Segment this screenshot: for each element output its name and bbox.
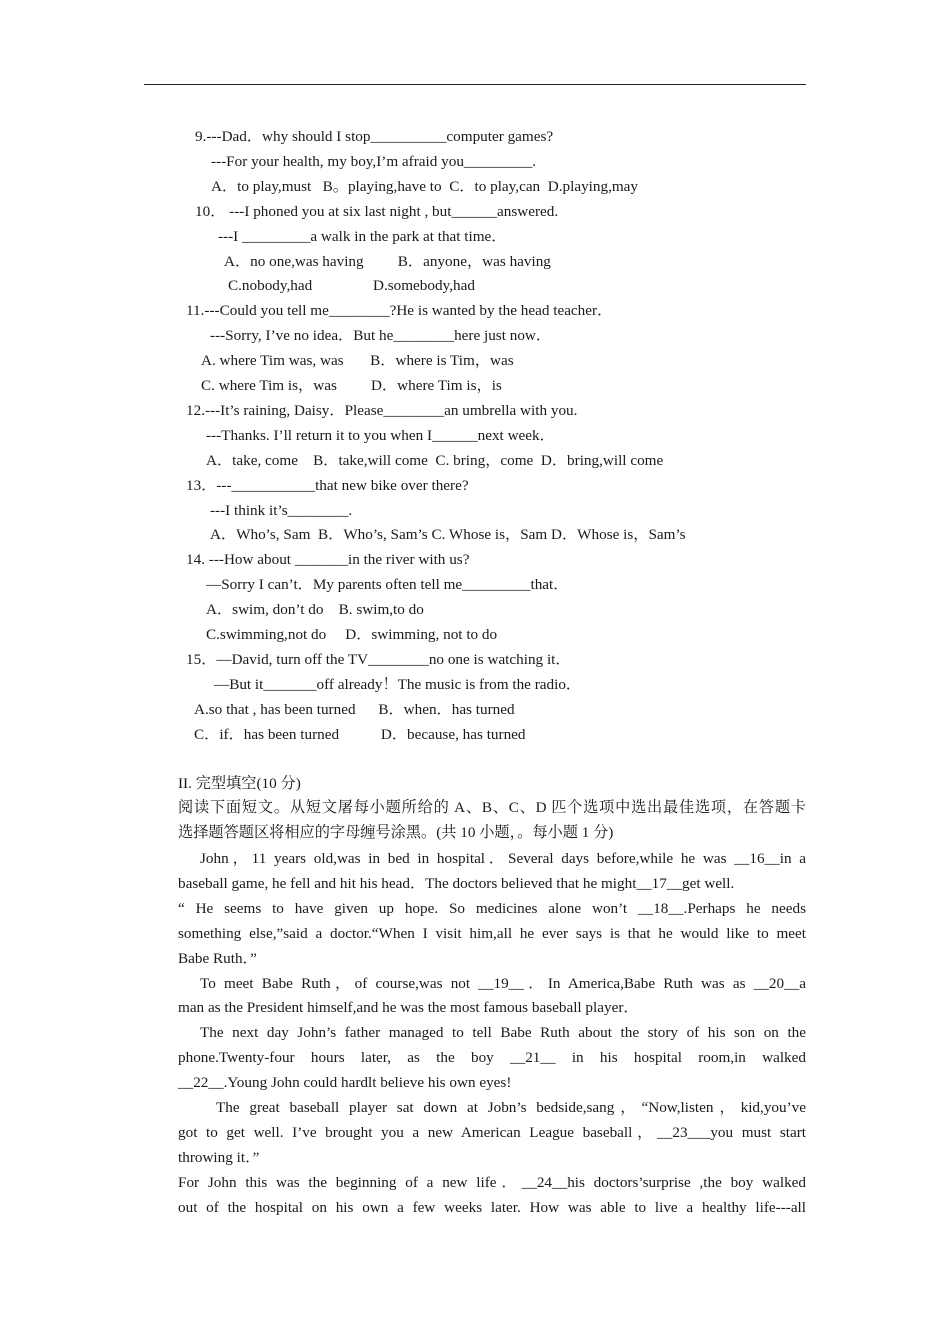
q13-options: A．Who’s, Sam B．Who’s, Sam’s C. Whose is，Sam D．Whose is，Sam’s xyxy=(210,526,686,543)
q11-reply: ---Sorry, I’ve no idea．But he________here just now． xyxy=(210,327,552,344)
passage-line: Babe Ruth．” xyxy=(178,950,257,967)
q14-reply: —Sorry I can’t．My parents often tell me_________that． xyxy=(206,576,569,593)
passage-line: out of the hospital on his own a few weeks later. How was able to live a healthy life---all xyxy=(178,1199,806,1216)
section-instructions-line1: 阅读下面短文。从短文屠每小题所给的 A、B、C、D 匹个选项中选出最佳选项，在答题卡 xyxy=(178,799,806,816)
q9-options: A．to play,must B。playing,have to C．to play,can D.playing,may xyxy=(211,178,639,195)
header-rule xyxy=(144,84,806,85)
q14-options-cd: C.swimming,not do D．swimming, not to do xyxy=(206,626,498,643)
passage-line: man as the President himself,and he was the most famous baseball player． xyxy=(178,999,639,1016)
passage-line: The great baseball player sat down at Jobn’s bedside,sang，“Now,listen，kid,you’ve xyxy=(216,1099,806,1116)
passage-line: To meet Babe Ruth，of course,was not __19__．In America,Babe Ruth was as __20__a xyxy=(200,975,806,992)
q10-stem: 10． ---I phoned you at six last night , but______answered. xyxy=(195,203,559,220)
q15-options-cd: C．if．has been turned D．because, has turned xyxy=(194,726,526,743)
passage-line: something else,”said a doctor.“When I visit him,all he ever says is that he would like to meet xyxy=(178,925,806,942)
passage-line: For John this was the beginning of a new life．__24__his doctors’surprise ,the boy walked xyxy=(178,1174,806,1191)
section-heading: II. 完型填空(10 分) xyxy=(178,775,301,792)
passage-line: got to get well. I’ve brought you a new American League baseball，__23___you must start xyxy=(178,1124,806,1141)
q11-options-ab: A. where Tim was, was B．where is Tim，was xyxy=(201,352,514,369)
q10-options-ab: A．no one,was having B．anyone，was having xyxy=(224,253,551,270)
passage-line: baseball game, he fell and hit his head．The doctors believed that he might__17__get well. xyxy=(178,875,735,892)
q10-reply: ---I _________a walk in the park at that time． xyxy=(218,228,507,245)
q15-options-ab: A.so that , has been turned B．when．has turned xyxy=(194,701,515,718)
q12-options: A．take, come B．take,will come C. bring，come D．bring,will come xyxy=(206,452,664,469)
q12-reply: ---Thanks. I’ll return it to you when I______next week． xyxy=(206,427,555,444)
passage-line: “ He seems to have given up hope. So medicines alone won’t __18__.Perhaps he needs xyxy=(178,900,806,917)
passage-line: throwing it．” xyxy=(178,1149,260,1166)
q9-stem: 9.---Dad．why should I stop__________computer games? xyxy=(195,128,554,145)
q11-stem: 11.---Could you tell me________?He is wanted by the head teacher． xyxy=(186,302,613,319)
q9-reply: ---For your health, my boy,I’m afraid you_________. xyxy=(211,153,537,170)
passage-line: The next day John’s father managed to tell Babe Ruth about the story of his son on the xyxy=(200,1024,806,1041)
q15-reply: —But it_______off already！The music is from the radio． xyxy=(214,676,582,693)
q13-stem: 13．---___________that new bike over there? xyxy=(186,477,469,494)
q12-stem: 12.---It’s raining, Daisy．Please________an umbrella with you. xyxy=(186,402,578,419)
q14-stem: 14. ---How about _______in the river with us? xyxy=(186,551,470,568)
q14-options-ab: A．swim, don’t do B. swim,to do xyxy=(206,601,424,618)
q13-reply: ---I think it’s________. xyxy=(210,502,353,519)
section-instructions-line2: 选择题答题区将相应的字母缠号涂黑。(共 10 小题，。每小题 1 分) xyxy=(178,824,614,841)
passage-line: __22__.Young John could hardlt believe his own eyes! xyxy=(178,1074,512,1091)
passage-line: John，11 years old,was in bed in hospital．Several days before,while he was __16__in a xyxy=(200,850,806,867)
q10-options-cd: C.nobody,had D.somebody,had xyxy=(228,277,475,294)
passage-line: phone.Twenty-four hours later, as the boy __21__ in his hospital room,in walked xyxy=(178,1049,806,1066)
q11-options-cd: C. where Tim is，was D．where Tim is，is xyxy=(201,377,502,394)
q15-stem: 15．—David, turn off the TV________no one is watching it． xyxy=(186,651,571,668)
